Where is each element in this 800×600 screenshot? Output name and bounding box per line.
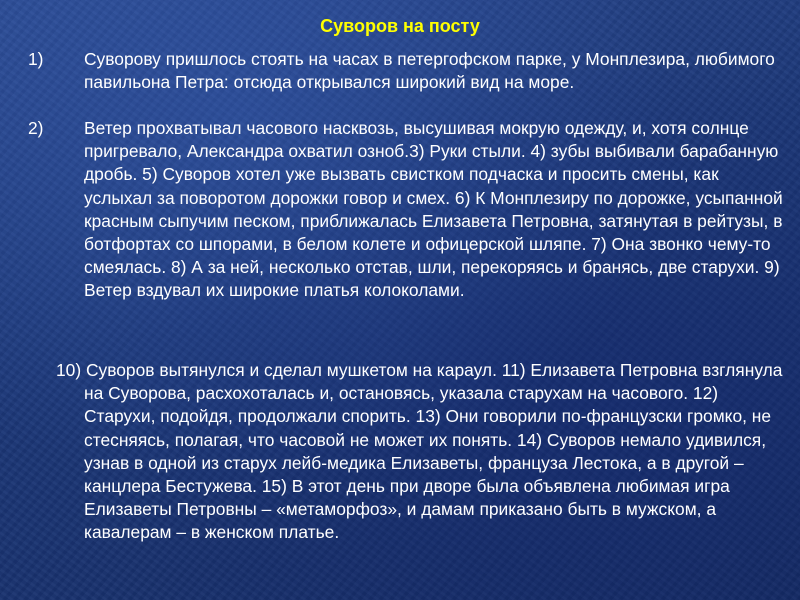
- list-item-text: Ветер прохватывал часового насквозь, высушивая мокрую одежду, и, хотя солнце пригревало, Александра охватил озноб.3) Руки стыли. 4) зубы выбивали барабанную дробь. 5) Суворов хотел уже вызвать свистком подчаска и просить смены, как услыхал за поворотом дорожки говор и смех. 6) К Монплезиру по дорожке, усыпанной красным сыпучим песком, приближалась Елизавета Петровна, затянутая в рейтузы, в ботфортах со шпорами, в белом колете и офицерской шляпе. 7) Она звонко чему-то смеялась. 8) А за ней, несколько отстав, шли, перекоряясь и бранясь, две старухи. 9) Ветер вздувал их широкие платья колоколами.: [84, 118, 783, 301]
- list-item: [28, 117, 790, 303]
- list-item-text: Суворову пришлось стоять на часах в петергофском парке, у Монплезира, любимого павильона Петра: отсюда открывался широкий вид на море.: [84, 49, 775, 93]
- list-item-number: 2): [28, 118, 44, 138]
- list-item-number: 1): [28, 49, 44, 69]
- list-item: [28, 48, 790, 94]
- list-item: [56, 359, 790, 545]
- slide-title: Суворов на посту: [320, 16, 480, 36]
- list-item-text: 10) Суворов вытянулся и сделал мушкетом на караул. 11) Елизавета Петровна взглянула на Суворова, расхохоталась и, остановясь, указала старухам на часового. 12) Старухи, подойдя, продолжали спорить. 13) Они говорили по-французски громко, не стесняясь, полагая, что часовой не может их понять. 14) Суворов немало удивился, узнав в одной из старух лейб-медика Елизаветы, француза Лестока, а в другой – канцлера Бестужева. 15) В этот день при дворе была объявлена любимая игра Елизаветы Петровны – «метаморфоз», и дамам приказано быть в мужском, а кавалерам – в женском платье.: [56, 360, 783, 543]
